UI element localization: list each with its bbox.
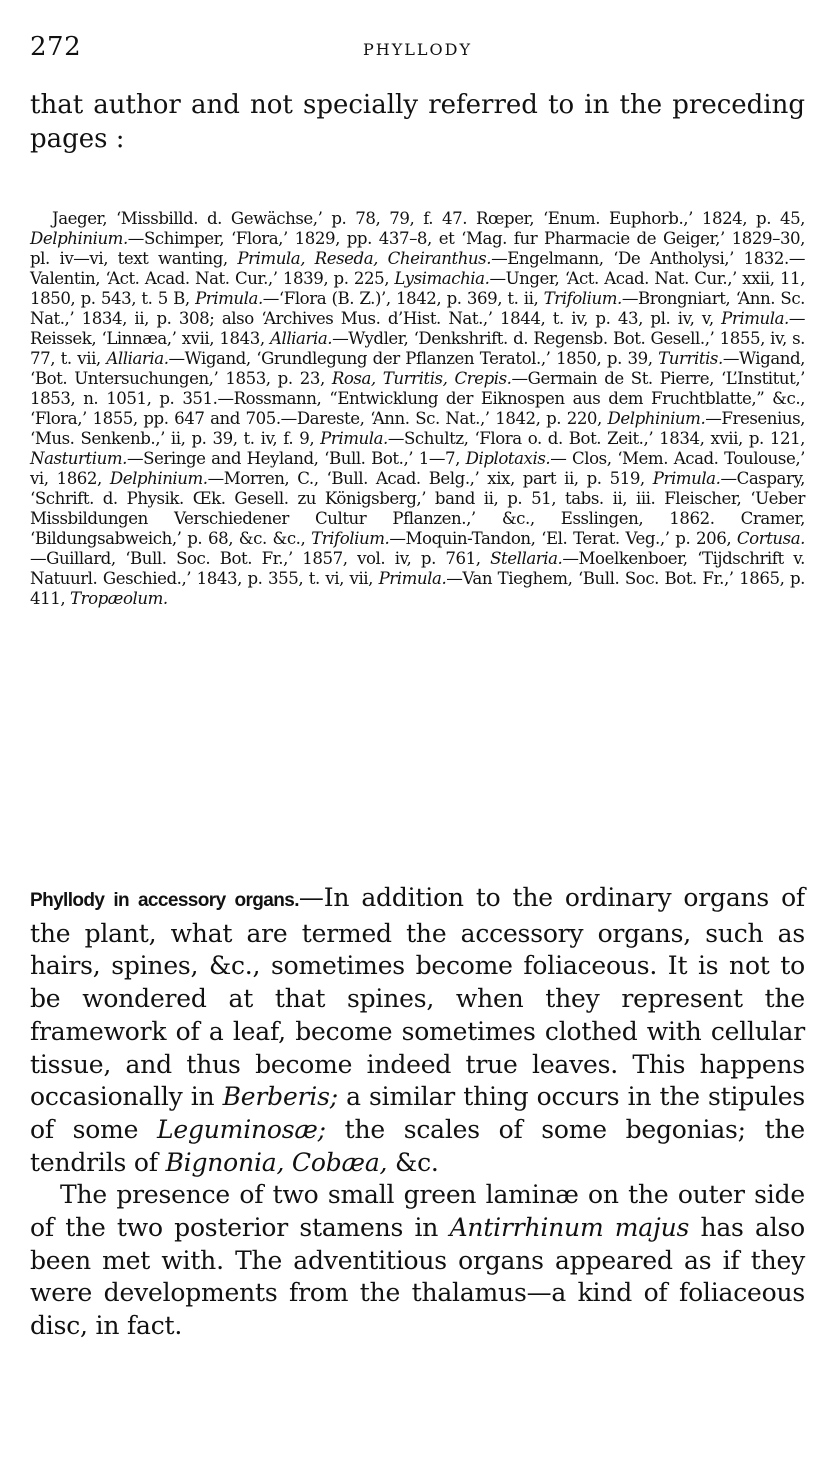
section-paragraph-2 [30,1179,805,1343]
text-run: —In addition to the ordinary organs of the plant, what are termed the accessory organs, such as hairs, spines, &c., sometimes become foliaceous. It is not to be wondered at that spines, when they represent the framework of a leaf, become sometimes clothed with cellular tissue, and thus become indeed true leaves. This happens occasionally in [30,883,805,1112]
text-run: a similar thing occurs in the stipules of some [30,1082,805,1144]
italic-term: Alliaria. [106,349,169,368]
italic-term: Delphinium. [607,409,706,428]
italic-term: Alliaria. [269,329,333,348]
text-run: —Caspary, ‘Schrift. d. Physik. Œk. Gesell. zu Königsberg,’ band ii, p. 51, tabs. ii, iii. Fleischer, ‘Ueber Missbildungen Verschiedener Cultur Pflanzen.,’ &c., Esslingen, 1862. Cramer, ‘Bildungsabweich,’ p. 68, &c. &c., [30,469,805,548]
text-run: — Clos, ‘Mem. Acad. Toulouse,’ vi, 1862, [30,449,805,488]
italic-term: Rosa, Turritis, Crepis. [331,369,512,388]
text-run: &c. [387,1147,439,1177]
text-run: —Van Tieghem, ‘Bull. Soc. Bot. Fr.,’ 1865, p. 411, [30,569,805,608]
text-run: —Guillard, ‘Bull. Soc. Bot. Fr.,’ 1857, vol. iv, p. 761, [30,549,491,568]
italic-term: Delphinium. [109,469,208,488]
italic-term: Diplotaxis. [465,449,551,468]
italic-term: Primula. [320,429,388,448]
bibliography-paragraph [30,209,805,609]
italic-term: Tropæolum. [69,589,168,608]
text-run: has also been met with. The adventitious organs appeared as if they were developments from the thalamus—a kind of foliaceous disc, in fact. [30,1213,806,1341]
text-run: Jaeger, ‘Missbilld. d. Gewächse,’ p. 78, 79, f. 47. Rœper, ‘Enum. Euphorb.,’ 1824, p. 45, [52,209,805,228]
text-run: —Wigand, ‘Grundlegung der Pflanzen Teratol.,’ 1850, p. 39, [168,349,659,368]
page-number: 272 [30,32,82,62]
italic-term: Bignonia, Cobæa, [165,1147,388,1177]
italic-term: Berberis; [222,1082,338,1112]
text-run: —Wydler, ‘Denkshrift. d. Regensb. Bot. Gesell.,’ 1855, iv, s. 77, t. vii, [30,329,805,368]
text-run: —Moquin-Tandon, ‘El. Terat. Veg.,’ p. 206, [389,529,737,548]
running-head: PHYLLODY [362,40,473,59]
italic-term: Delphinium. [30,229,128,248]
text-run: the scales of some begonias; the tendrils of [30,1114,805,1177]
italic-term: Nasturtium. [30,449,127,468]
italic-term: Stellaria. [490,549,563,568]
text-run: —Germain de St. Pierre, ‘L’Institut,’ 1853, n. 1051, p. 351.—Rossmann, “Entwicklung der Eiknospen aus dem Fruchtblatte,” &c., ‘Flora,’ 1855, pp. 647 and 705.—Dareste, ‘Ann. Sc. Nat.,’ 1842, p. 220, [30,369,805,428]
text-run: —Fresenius, ‘Mus. Senkenb.,’ ii, p. 39, t. iv, f. 9, [30,409,805,448]
italic-term: Cortusa. [736,529,805,548]
italic-term: Turritis. [658,349,723,368]
italic-term: Primula. [195,289,263,308]
section-paragraph-1 [30,882,805,1179]
text-run: The presence of two small green laminæ on the outer side of the two posterior stamens in [30,1180,805,1243]
text-run: —Wigand, ‘Bot. Untersuchungen,’ 1853, p. 23, [30,349,805,388]
italic-term: Trifolium. [311,529,390,548]
text-run: —Morren, C., ‘Bull. Acad. Belg.,’ xix, part ii, p. 519, [207,469,653,488]
text-run: —Schimper, ‘Flora,’ 1829, pp. 437–8, et ‘Mag. fur Pharmacie de Geiger,’ 1829–30, pl. iv—vi, text wanting, [30,229,805,268]
text-run: —Unger, ‘Act. Acad. Nat. Cur.,’ xxii, 11, 1850, p. 543, t. 5 B, [30,269,805,308]
italic-term: Primula. [652,469,721,488]
italic-term: Primula, Reseda, Cheiranthus. [237,249,492,268]
italic-term: Leguminosæ; [156,1114,326,1144]
italic-term: Primula. [721,309,789,328]
italic-term: Lysimachia. [394,269,490,288]
section-heading: Phyllody in accessory organs. [30,890,299,911]
section-phyllody-accessory-organs [30,882,805,1343]
text-run: —Seringe and Heyland, ‘Bull. Bot.,’ 1—7, [126,449,466,468]
italic-term: Antirrhinum majus [449,1213,690,1243]
text-run: —‘Flora (B. Z.)’, 1842, p. 369, t. ii, [262,289,544,308]
text-run: —Brongniart, ‘Ann. Sc. Nat.,’ 1834, ii, p. 308; also ‘Archives Mus. d’Hist. Nat.,’ 1844, t. iv, p. 43, pl. iv, v, [30,289,805,328]
intro-paragraph: that author and not specially referred to in the preceding pages : [30,90,805,154]
section-paragraph-1-body [30,883,805,1177]
text-run: —Reissek, ‘Linnæa,’ xvii, 1843, [30,309,805,348]
text-run: —Moelkenboer, ‘Tijdschrift v. Natuurl. Geschied.,’ 1843, p. 355, t. vi, vii, [30,549,805,588]
text-run: —Schultz, ‘Flora o. d. Bot. Zeit.,’ 1834, xvii, p. 121, [387,429,805,448]
page-header [30,32,805,72]
text-run: —Engelmann, ‘De Antholysi,’ 1832.—Valentin, ‘Act. Acad. Nat. Cur.,’ 1839, p. 225, [30,249,805,288]
italic-term: Trifolium. [543,289,622,308]
italic-term: Primula. [378,569,447,588]
